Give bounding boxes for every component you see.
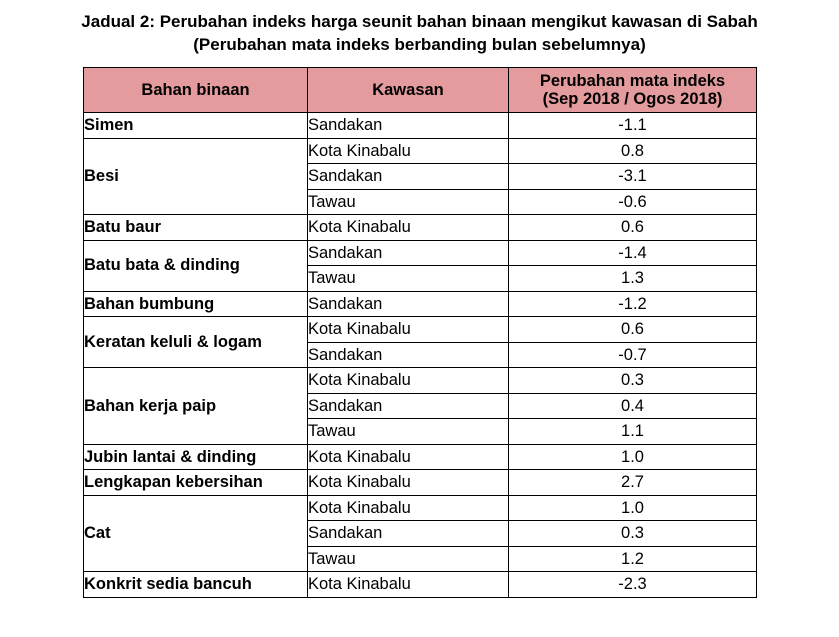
material-cell: Batu baur — [84, 215, 308, 241]
header-perubahan-line2: (Sep 2018 / Ogos 2018) — [542, 90, 723, 108]
region-cell: Kota Kinabalu — [308, 444, 509, 470]
region-cell: Sandakan — [308, 521, 509, 547]
material-cell: Bahan bumbung — [84, 291, 308, 317]
index-change-cell: -2.3 — [509, 572, 757, 598]
index-change-cell: -3.1 — [509, 164, 757, 190]
table-subtitle: (Perubahan mata indeks berbanding bulan sebelumnya) — [193, 35, 646, 54]
table-title: Jadual 2: Perubahan indeks harga seunit bahan binaan mengikut kawasan di Sabah — [81, 12, 758, 31]
index-change-cell: -0.7 — [509, 342, 757, 368]
header-bahan-binaan: Bahan binaan — [84, 68, 308, 113]
index-change-cell: 1.2 — [509, 546, 757, 572]
material-cell: Besi — [84, 138, 308, 215]
region-cell: Tawau — [308, 419, 509, 445]
header-perubahan-mata-indeks — [509, 68, 757, 113]
region-cell: Tawau — [308, 189, 509, 215]
price-index-table — [83, 67, 757, 598]
region-cell: Kota Kinabalu — [308, 317, 509, 343]
table-row — [84, 444, 757, 470]
header-perubahan-line1: Perubahan mata indeks — [539, 72, 726, 90]
material-cell: Bahan kerja paip — [84, 368, 308, 445]
index-change-cell: 0.4 — [509, 393, 757, 419]
table-row — [84, 215, 757, 241]
region-cell: Kota Kinabalu — [308, 470, 509, 496]
index-change-cell: 0.3 — [509, 368, 757, 394]
material-cell: Lengkapan kebersihan — [84, 470, 308, 496]
header-kawasan: Kawasan — [308, 68, 509, 113]
index-change-cell: 0.6 — [509, 215, 757, 241]
index-change-cell: -0.6 — [509, 189, 757, 215]
index-change-cell: 0.3 — [509, 521, 757, 547]
table-body — [84, 113, 757, 598]
material-cell: Batu bata & dinding — [84, 240, 308, 291]
region-cell: Kota Kinabalu — [308, 368, 509, 394]
table-row — [84, 368, 757, 394]
index-change-cell: -1.1 — [509, 113, 757, 139]
table-row — [84, 572, 757, 598]
region-cell: Tawau — [308, 546, 509, 572]
table-row — [84, 113, 757, 139]
table-row — [84, 138, 757, 164]
table-row — [84, 240, 757, 266]
region-cell: Kota Kinabalu — [308, 215, 509, 241]
region-cell: Sandakan — [308, 240, 509, 266]
region-cell: Kota Kinabalu — [308, 495, 509, 521]
index-change-cell: -1.2 — [509, 291, 757, 317]
index-change-cell: -1.4 — [509, 240, 757, 266]
index-change-cell: 0.8 — [509, 138, 757, 164]
table-row — [84, 470, 757, 496]
region-cell: Tawau — [308, 266, 509, 292]
region-cell: Kota Kinabalu — [308, 572, 509, 598]
region-cell: Sandakan — [308, 342, 509, 368]
index-change-cell: 1.0 — [509, 444, 757, 470]
material-cell: Cat — [84, 495, 308, 572]
material-cell: Keratan keluli & logam — [84, 317, 308, 368]
material-cell: Jubin lantai & dinding — [84, 444, 308, 470]
material-cell: Konkrit sedia bancuh — [84, 572, 308, 598]
index-change-cell: 2.7 — [509, 470, 757, 496]
table-row — [84, 495, 757, 521]
region-cell: Sandakan — [308, 393, 509, 419]
region-cell: Sandakan — [308, 113, 509, 139]
table-row — [84, 317, 757, 343]
index-change-cell: 1.1 — [509, 419, 757, 445]
table-row — [84, 291, 757, 317]
region-cell: Sandakan — [308, 291, 509, 317]
index-change-cell: 1.3 — [509, 266, 757, 292]
region-cell: Kota Kinabalu — [308, 138, 509, 164]
material-cell: Simen — [84, 113, 308, 139]
region-cell: Sandakan — [308, 164, 509, 190]
index-change-cell: 1.0 — [509, 495, 757, 521]
index-change-cell: 0.6 — [509, 317, 757, 343]
table-header-row — [84, 68, 757, 113]
